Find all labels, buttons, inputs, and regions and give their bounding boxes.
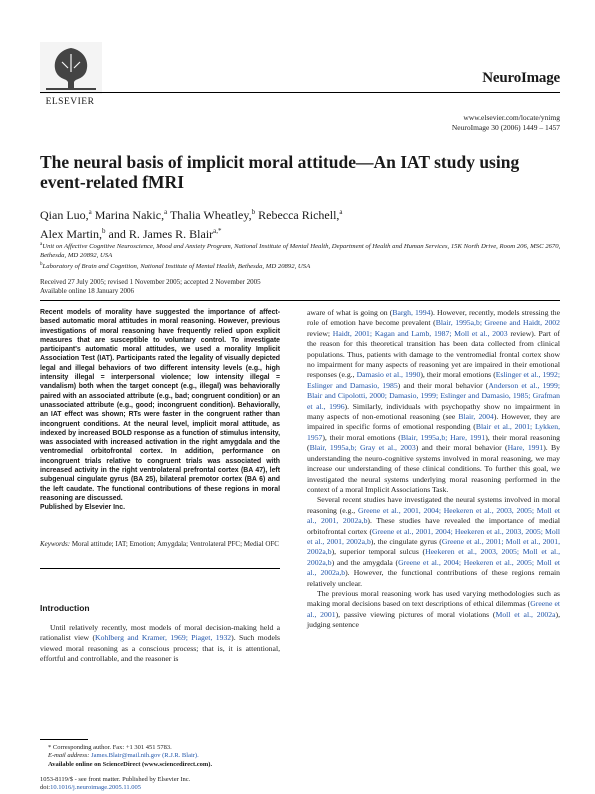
citation-link[interactable]: Greene et al., 2004; Heekeren et al., 2005; Moll et al., 2002a,b	[307, 557, 560, 578]
text: Several recent studies have investigated the neural systems involved in moral reasoning (e.g.,	[307, 495, 560, 515]
affil-text: Unit on Affective Cognitive Neuroscience, Mood and Anxiety Program, National Institute of Mental Health, Department of Health and Human Services, 15K North Drive, Room 206, MSC 2670, Bethesda, MD 20892, USA	[40, 243, 561, 260]
citation-link[interactable]: Kohlberg and Kramer, 1969; Piaget, 1932	[95, 633, 232, 643]
article-dates	[40, 278, 440, 296]
keywords-label: Keywords:	[40, 540, 71, 548]
body-column-right	[307, 308, 560, 631]
paragraph	[307, 495, 560, 589]
citation-link[interactable]: Blair et al., 2001; Lykken, 1957	[307, 422, 560, 442]
citation-link[interactable]: Greene et al., 2001, 2004; Heekeren et al., 2003, 2005; Moll et al., 2001, 2002a,b	[307, 526, 561, 546]
citation-link[interactable]: Greene et al., 2001, 2004; Heekeren et al., 2003, 2005; Moll et al., 2001, 2002a,b	[307, 505, 561, 526]
text: The previous moral reasoning work has used varying methodologies such as making moral decisions based on text descriptions of ethical dilemmas (	[307, 588, 560, 609]
email-note	[48, 752, 285, 760]
affil-marker: a	[88, 208, 92, 216]
citation-link[interactable]: Damasio et al., 1990	[356, 370, 421, 380]
journal-citation: NeuroImage 30 (2006) 1449 – 1457	[451, 123, 560, 132]
abstract: Recent models of morality have suggested the importance of affect-based automatic moral attitudes in moral reasoning. However, previous investigations of moral reasoning have frequently relied upon explicit measures that are susceptible to voluntary control. To investigate participant's automatic moral attitudes, we used a morality Implicit Association Test (IAT). Participants rated the legality of visually depicted legal and illegal behaviors of two different intensity levels (e.g., high intensity illegal = interpersonal violence; low intensity illegal = vandalism) both when the target concept (e.g., illegal) was behaviorally paired with an associated attribute (e.g., bad; congruent condition) or an unassociated attribute (e.g., good; incongruent condition). Behaviorally, an IAT effect was shown; RTs were faster in the congruent rather than incongruent conditions. At the neural level, implicit moral attitude, as indexed by increased BOLD response as a function of stimulus intensity, was associated with increased activation in the right amygdala and the ventromedial orbitofrontal cortex. In addition, performance on incongruent trials relative to congruent trials was associated with increased activity in the right ventrolateral prefrontal cortex (BA 47), left subgenual cingulate gyrus (BA 25), bilateral premotor cortex (BA 6) and the left caudate. The functional contributions of these regions in moral reasoning are discussed. Published by Elsevier Inc.	[40, 309, 280, 512]
text: ). However, the functional contributions of these regions remain relatively unclear.	[307, 568, 560, 588]
text: review;	[307, 328, 333, 338]
citation-link[interactable]: Heekeren et al., 2003, 2005; Moll et al., 2002a,b	[307, 547, 560, 567]
citation-link[interactable]: Anderson et al., 1999; Blair and Cipolotti, 2000; Damasio, 1999; Eslinger and Damasio, 1985; Grafman et al., 1996	[307, 380, 561, 411]
affiliation-a	[40, 240, 565, 260]
text: E-mail address:	[48, 752, 90, 760]
abstract-rule	[40, 568, 280, 569]
text: ), the cingulate gyrus (	[370, 536, 442, 546]
affil-marker: b	[40, 262, 43, 268]
text: ), passive viewing pictures of moral violations (	[335, 609, 496, 619]
journal-url[interactable]: www.elsevier.com/locate/ynimg	[463, 113, 560, 122]
author: Alex Martin,	[40, 227, 102, 241]
text: ). However, recently, models stressing the role of emotion have become prevalent (	[307, 308, 560, 328]
affil-marker: a	[40, 242, 43, 247]
affiliations	[40, 240, 565, 271]
citation-link[interactable]: Moll et al., 2002a	[495, 609, 556, 619]
bottom-matter	[40, 776, 340, 793]
citation-link[interactable]: Eslinger et al., 1992; Eslinger and Damasio, 1985	[307, 370, 560, 390]
citation-link[interactable]: Bargh, 1994	[392, 308, 431, 317]
footnotes	[40, 744, 285, 769]
text: Corresponding author. Fax: +1 301 451 5783.	[51, 744, 172, 751]
text: ). By understanding the neuro-cognitive systems involved in moral reasoning, we may increase our understanding of these clinical conditions. To further this goal, we investigated the neural systems underlying moral reasoning performed in the context of a moral Implicit Associations Task.	[307, 443, 561, 494]
citation-link[interactable]: Blair, 1995a,b; Hare, 1991	[400, 432, 486, 442]
text: Until relatively recently, most models of moral decision-making held a rationalist view (	[40, 623, 280, 643]
text: ) and the amygdala (	[331, 557, 399, 567]
section-rule	[40, 300, 560, 301]
affil-marker: a	[339, 208, 343, 216]
text: doi:	[40, 784, 51, 792]
article-title: The neural basis of implicit moral attitude—An IAT study using event-related fMRI	[40, 152, 520, 192]
text: ). Similarly, individuals with psychopathy show no impairment in many aspects of non-emotional reasoning (see	[307, 401, 560, 422]
author: Marina Nakic,	[91, 208, 165, 222]
section-heading-introduction: Introduction	[40, 603, 90, 613]
author: and R. James R. Blair	[105, 227, 214, 241]
keywords-text: Moral attitude; IAT; Emotion; Amygdala; Ventrolateral PFC; Medial OFC	[70, 540, 279, 548]
text: ), superior temporal sulcus (	[331, 547, 426, 557]
text: ) and their moral behavior (	[415, 443, 508, 453]
received-dates: Received 27 July 2005; revised 1 November 2005; accepted 2 November 2005	[40, 278, 261, 286]
header-rule	[40, 92, 560, 93]
citation-link[interactable]: Haidt, 2001; Kagan and Lamb, 1987; Moll et al., 2003	[332, 328, 508, 338]
publisher-name: ELSEVIER	[45, 97, 95, 107]
text: ), their moral emotions (	[322, 432, 401, 442]
affil-marker: a,*	[213, 227, 222, 235]
text: aware of what is going on (	[307, 308, 393, 317]
affil-marker: a	[164, 208, 168, 216]
text: ), their moral emotions (	[420, 370, 496, 380]
footnote-rule	[40, 739, 88, 740]
citation-link[interactable]: Greene et al., 2001	[307, 599, 560, 619]
intro-paragraph	[40, 623, 280, 665]
elsevier-tree-logo-icon	[40, 42, 102, 94]
text: ), their moral reasoning (	[307, 432, 561, 453]
author: Rebecca Richell,	[255, 208, 340, 222]
online-date: Available online 18 January 2006	[40, 287, 134, 295]
journal-name: NeuroImage	[482, 70, 560, 86]
paragraph	[307, 589, 560, 631]
issn-line: 1053-8119/$ - see front matter. Published by Elsevier Inc.	[40, 776, 191, 783]
citation-link[interactable]: Greene et al., 2001; Moll et al., 2001, 2002a,b	[307, 536, 560, 557]
corresponding-author-note	[48, 744, 285, 752]
author: Thalia Wheatley,	[167, 208, 252, 222]
citation-link[interactable]: Hare, 1991	[507, 443, 544, 453]
footnote-marker: *	[48, 744, 52, 751]
author: Qian Luo,	[40, 208, 89, 222]
citation-link[interactable]: Blair, 1995a,b; Gray et al., 2003	[309, 443, 416, 453]
affiliation-b	[40, 260, 565, 271]
keywords	[40, 540, 280, 549]
paragraph	[307, 308, 560, 495]
author-list	[40, 204, 540, 242]
text: review). Part of the reason for this theoretical transition has been data collected from clinical populations. Thus, patients with damage to the ventromedial frontal cortex show no impairment for many aspects of reasoning yet are impaired in their emotional responses (e.g.,	[307, 328, 560, 380]
citation-link[interactable]: Blair, 2004	[458, 412, 494, 422]
text: ), judging sentence	[307, 609, 560, 630]
affil-text: Laboratory of Brain and Cognition, National Institute of Mental Health, Bethesda, MD 20892, USA	[42, 263, 311, 271]
doi-line	[40, 784, 340, 792]
doi-link[interactable]: 10.1016/j.neuroimage.2005.11.005	[50, 784, 142, 792]
citation-link[interactable]: Blair, 1995a,b; Greene and Haidt, 2002	[435, 318, 560, 328]
text: ). Such models viewed moral reasoning as a conscious process; that is, it is attentional, effortful and controllable, and the reasoner is	[40, 633, 280, 664]
email-link[interactable]: James.Blair@mail.nih.gov (R.J.R. Blair).	[89, 752, 199, 760]
text: ). These studies have revealed the importance of medial orbitofrontal cortex (	[307, 516, 560, 536]
text: ). However, they are impaired in specific forms of emotional responding (	[307, 412, 561, 432]
online-note: Available online on ScienceDirect (www.sciencedirect.com).	[48, 760, 213, 768]
affil-marker: b	[251, 208, 256, 216]
text: ) and their moral behavior (	[397, 380, 489, 390]
affil-marker: b	[102, 227, 106, 235]
